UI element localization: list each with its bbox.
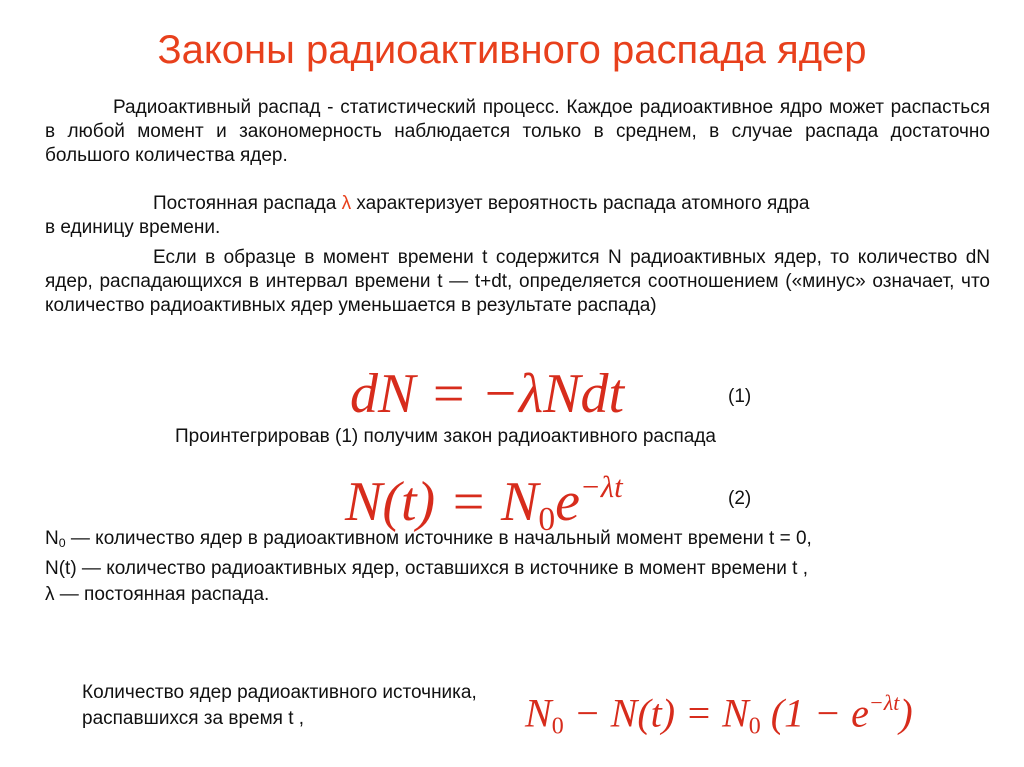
- formula2-subscript: 0: [538, 501, 556, 539]
- f3-part3: (1 − e: [760, 690, 869, 736]
- f3-part4: ): [899, 690, 913, 736]
- paragraph-decay-relation: Если в образце в момент времени t содержится N радиоактивных ядер, то количество dN ядер, распадающихся в интервал времени t — t+dt, определяется соотношением («минус» означает, что количество радиоактивных ядер уменьшается в результате распада): [45, 247, 990, 316]
- decay-constant-text-before: Постоянная распада: [153, 193, 342, 214]
- formula2-exponent: −λt: [580, 470, 623, 504]
- f3-exponent: −λt: [868, 690, 900, 715]
- paragraph-decay-constant: [45, 192, 990, 240]
- decay-constant-line: [45, 192, 990, 216]
- definitions-list: [45, 526, 990, 608]
- f3-part2: − N(t) = N: [563, 690, 749, 736]
- definition-lambda: λ — постоянная распада.: [45, 584, 270, 606]
- formula2-base: e: [555, 471, 581, 534]
- formula-decayed-count: [525, 678, 913, 752]
- final-description: Количество ядер радиоактивного источника, распавшихся за время t ,: [82, 682, 477, 729]
- page-title: Законы радиоактивного распада ядер: [157, 28, 867, 72]
- n0-symbol: N: [45, 528, 59, 549]
- integration-text: Проинтегрировав (1) получим закон радиоактивного распада: [175, 426, 716, 447]
- f3-sub2: 0: [748, 713, 761, 740]
- formula-differential-decay: dN = −λNdt: [350, 363, 625, 425]
- decay-constant-text-after: характеризует вероятность распада атомного ядра: [351, 193, 810, 214]
- definition-nt: N(t) — количество радиоактивных ядер, оставшихся в источнике в момент времени t ,: [45, 558, 808, 580]
- equation-number-1: (1): [728, 386, 752, 407]
- lambda-symbol: λ: [341, 193, 352, 214]
- f3-sub1: 0: [551, 713, 564, 740]
- formula2-lhs: N(t) = N: [345, 471, 539, 534]
- n0-description: — количество ядер в радиоактивном источнике в начальный момент времени t = 0,: [65, 528, 812, 549]
- paragraph-statistical-process: Радиоактивный распад - статистический процесс. Каждое радиоактивное ядро может распасться в любой момент и закономерность наблюдается только в среднем, в случае распада достаточно большого количества ядер.: [45, 97, 990, 166]
- decay-constant-line2: в единицу времени.: [45, 217, 221, 238]
- n0-subscript: 0: [58, 536, 66, 551]
- equation-number-2: (2): [728, 488, 752, 509]
- f3-part1: N: [525, 690, 552, 736]
- definition-n0: [45, 526, 990, 556]
